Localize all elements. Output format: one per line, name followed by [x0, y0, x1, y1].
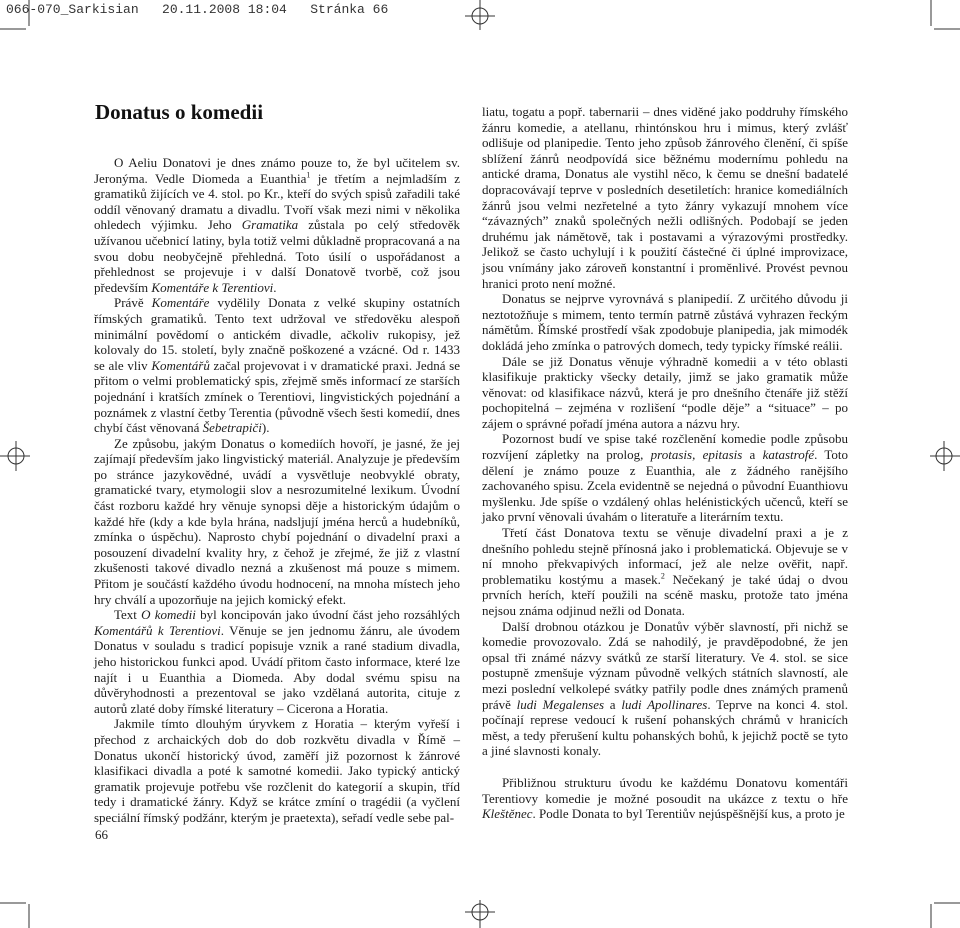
registration-mark-bottom: [460, 900, 500, 928]
print-slug: 066-070_Sarkisian 20.11.2008 18:04 Stránka 66: [6, 2, 389, 17]
registration-mark-top: [460, 0, 500, 30]
paragraph: Text O komedii byl koncipován jako úvodní část jeho rozsáhlých Komentářů k Terentiovi. Věnuje se jen jednomu žánru, ale úvodem Donatus v souladu s tradicí popisuje vznik a rané stadium divadla, jeho historickou funkci apod. Uvádí přitom často informace, které lze najít i u Euanthia a Diomeda. Aby dodal svému spisu na důvěryhodnosti a prezentoval se jako vzdělaná autorita, cituje z autorů zlaté doby římské literatury – Cicerona a Horatia.: [94, 607, 461, 716]
crop-mark-top-right: [930, 0, 932, 26]
crop-mark-right-bottom: [934, 902, 960, 904]
footnote-ref: 1: [306, 170, 311, 180]
crop-mark-left-top: [0, 28, 26, 30]
chapter-title: Donatus o komedii: [95, 100, 264, 124]
crop-mark-bottom-right: [930, 904, 932, 928]
registration-mark-right: [930, 436, 960, 476]
paragraph: Třetí část Donatova textu se věnuje divadelní praxi a je z dnešního pohledu stejně přínosná jako i problematická. Objevuje se v ní mnoho překvapivých informací, jež ale nelze ověřit, např. problematiku kostýmu a masek.$^2$ Nečekaný je také údaj o dvou prvních herích, kteří použili na scéně masku, protože tato jména nejsou známa odjinud nežli od Donata.: [482, 525, 848, 618]
paragraph: Ze způsobu, jakým Donatus o komediích hovoří, je jasné, že jej zajímají především jako lingvistický materiál. Analyzuje je především po stránce jazykovědné, uvádí a vysvětluje neobvyklé obraty, gramatické tvary, etymologii slov a nesrozumitelné lexikum. Úvodní část rozboru každé hry věnuje synopsi děje a historickým údajům o každé hře (kdy a kde byla hrána, nadsljují jména herců a hudebníků, zmínka o úspěchu). Naprosto chybí pojednání o divadelní praxi a posouzení divadelní kvality hry, z čehož je zřejmé, že již z vlastní zkušenosti takové divadlo nezná a zkušenost má pouze s mimem. Přitom je součástí každého úvodu hodnocení, na mnoha místech jeho hry chválí a upozorňuje na jejich komický efekt.: [94, 435, 460, 607]
crop-mark-right-top: [934, 28, 960, 30]
paragraph: liatu, togatu a popř. tabernarii – dnes viděné jako poddruhy římského žánru komedie, a atellanu, rhintónskou hru i mimus, který zvlášť odlišuje od planipedie. Tento jeho způsob žánrového členění, či spíše sblížení žánrů neodpovídá sice běžnému modernímu pohledu na antické drama, Donatus ale vystihl něco, k čemu se dnešní badatelé dopracovávají teprve v posledních desetiletích: hranice komediálních žánrů jsou velmi nezřetelné a tyto žánry vykazují mnohem více “závazných” znaků společných nežli odlišných. Podobají se jeden druhému jak námětově, tak i postavami a výrazovými prostředky. Jelikož se často uchylují i k použití částečné či úplné improvizace, jsou vnímány jako zároveň konstantní i proměnlivé. Provést pevnou hranici proto není možné.: [482, 104, 848, 291]
paragraph: Další drobnou otázkou je Donatův výběr slavností, při nichž se komedie provozovalo. Zdá se nahodilý, je pravděpodobné, že jen opsal tři známé názvy svátků ze starší literatury. Ve 4. stol. se sice postupně zmenšuje význam původně velkých státních slavností, ale mezi poslední velkolepé svátky patřily podle dnes známých pramenů právě ludi Megalenses a ludi Apollinares. Teprve na konci 4. stol. počínají represe vedoucí k rušení pohanských chrámů v hranicích měst, a tedy přerušení kultu pohanských bohů, k jejichž poctě se tyto a jiné slavnosti konaly.: [482, 618, 849, 759]
paragraph: O Aeliu Donatovi je dnes známo pouze to, že byl učitelem sv. Jeronýma. Vedle Diomeda a Euanthia$^1$ je třetím a nejmladším z gramatiků žijících ve 4. stol. po Kr., kteří do svých spisů zařadili také oddíl věnovaný dramatu a divadlu. Tvoří však mezi nimi v několika ohledech výjimku. Jeho Gramatika zůstala po celý středověk užívanou učebnicí latiny, byla totiž velmi důkladně propracovaná a na svou dobu neobyčejně přehledná. Toto úsilí o uspořádanost a přehlednost se projevuje i v další Donatově tvorbě, což jsou především Komentáře k Terentiovi.: [94, 155, 460, 295]
crop-mark-bottom-left: [28, 904, 30, 928]
registration-mark-left: [0, 436, 30, 476]
paragraph: Jakmile tímto dlouhým úryvkem z Horatia – kterým vyřeší i přechod z archaických dob do dob rozkvětu divadla v Římě – Donatus ukončí historický úvod, zaměří již pozornost k žánrové klasifikaci divadla a poté k samotné komedii. Jako typický antický gramatik projevuje potřebu vše rozčlenit do kategorií a skupin, tříd tedy i dramatické žánry. Když se krátce zmíní o tragédii (a vyčlení speciální římský podžánr, kterým je praetexta), seřadí vedle sebe pal-: [94, 716, 460, 825]
page-number: 66: [95, 827, 108, 842]
paragraph: Právě Komentáře vydělily Donata z velké skupiny ostatních římských gramatiků. Tento text udržoval ve středověku alespoň minimální povědomí o antickém divadle, ačkoliv rukopisy, jež kolovaly do 15. století, byly značně poškozené a vzácné. Od r. 1433 se ale vliv Komentářů začal projevovat i v dramatické praxi. Jedná se přitom o velmi problematický spis, zřejmě směs informací ze starších pojednání i kratších zmínek o Terentiovi, lingvistických pojednání a poznámek z vlastní četby Terentia (původně všech šesti komedií, dnes chybí část věnovaná Šebetrapiči).: [94, 295, 460, 436]
crop-mark-left-bottom: [0, 902, 26, 904]
paragraph: Přibližnou strukturu úvodu ke každému Donatovu komentáři Terentiovy komedie je možné posoudit na ukázce z textu o hře Kleštěnec. Podle Donata to byl Terentiův nejúspěšnější kus, a proto je: [482, 774, 848, 822]
paragraph: Pozornost budí ve spise také rozčlenění komedie podle způsobu rozvíjení zápletky na prolog, protasis, epitasis a katastrofé. Toto dělení je známo pouze z Euanthia, ale z žádného ranějšího zachovaného spisu. Zcela evidentně se nejedná o původní Euanthiovu myšlenku. Jde spíše o vzdálený ohlas helénistických učenců, kteří se jako první věnovali úvahám o literatuře a literárním textu.: [482, 431, 848, 525]
right-column: [482, 104, 848, 822]
paragraph: Donatus se nejprve vyrovnává s planipedií. Z určitého důvodu ji neztotožňuje s mimem, tento termín patrně zůstává vyhrazen řeckým námětům. Římské prostředí však zpodobuje planipedia, jak mimodék dokládá jeho zmínka o patrových domech, tedy typicky římské reálii.: [482, 291, 848, 353]
crop-mark-top-left: [28, 0, 30, 26]
left-column: [94, 155, 460, 826]
paragraph: Dále se již Donatus věnuje výhradně komedii a v této oblasti klasifikuje prakticky všecky detaily, jimž se jako gramatik může věnovat: od klasifikace názvů, která je pro dnešního čtenáře již stěží pochopitelná – zejména v rozlišení “podle děje” a “situace” – po zájem o správné pořadí jména autora a názvu hry.: [482, 353, 848, 431]
footnote-ref: 2: [660, 571, 665, 581]
